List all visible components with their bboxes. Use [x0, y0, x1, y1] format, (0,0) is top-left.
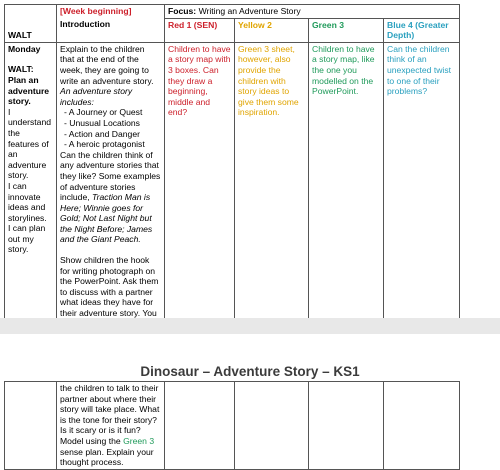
introduction-cell — [57, 42, 165, 341]
introduction-header — [57, 18, 165, 42]
intro-paragraph-2: Can the children think of any adventure stories that they like? Some examples of adventure stories include, — [60, 149, 161, 203]
yellow-cell — [235, 42, 309, 341]
list-item: - A Journey or Quest — [64, 107, 143, 118]
introduction-cell-continued — [57, 382, 165, 470]
lesson-plan-table — [4, 4, 460, 342]
focus-cell — [165, 5, 460, 19]
intro-paragraph-1: Explain to the children that at the end of the week, they are going to write an adventure story. — [60, 43, 154, 86]
red-task: Children to have a story map with 3 boxes. Can they draw a beginning, middle and end? — [168, 43, 231, 118]
red-header — [165, 18, 235, 42]
intro-paragraph-2-italic: Traction Man is Here; Winnie goes for Gold; Not Last Night but the Night Before; James and the Giant Peach. — [60, 192, 153, 245]
list-item: - A heroic protagonist — [64, 139, 145, 150]
intro-continued-b: sense plan. Explain your thought process. — [60, 446, 154, 468]
column-header-row — [5, 18, 460, 42]
walt-cell-continued — [5, 382, 57, 470]
focus-label: Focus: — [168, 6, 197, 16]
green-header-text: Green 3 — [312, 19, 345, 30]
page-break — [0, 318, 500, 334]
yellow-header — [235, 18, 309, 42]
intro-paragraph-3: Show children the hook for writing photograph on the PowerPoint. Ask them to discuss with a partner what ideas they have for their adventure story. You — [60, 255, 159, 319]
walt-objective: WALT: Plan an adventure story. — [8, 64, 50, 107]
blue-cell — [384, 42, 460, 341]
yellow-header-text: Yellow 2 — [238, 19, 272, 30]
list-item: - Unusual Locations — [64, 117, 140, 128]
list-item: - Action and Danger — [64, 128, 140, 139]
week-beginning-cell — [57, 5, 165, 19]
walt-header — [5, 5, 57, 43]
red-cell-continued — [165, 382, 235, 470]
blue-header-text: Blue 4 (Greater Depth) — [387, 19, 449, 41]
green-cell — [309, 42, 384, 341]
intro-continued-green: Green 3 — [123, 435, 155, 446]
walt-header-text: WALT — [8, 30, 32, 41]
green-cell-continued — [309, 382, 384, 470]
walt-cell — [5, 42, 57, 341]
introduction-header-text: Introduction — [60, 19, 111, 30]
blue-task: Can the children think of an unexpected twist to one of their problems? — [387, 43, 452, 97]
walt-line-2: I can innovate ideas and storylines. — [8, 180, 47, 223]
monday-row-continued — [5, 382, 460, 470]
walt-line-3: I can plan out my story. — [8, 223, 46, 255]
green-task: Children to have a story map, like the one you modelled on the PowerPoint. — [312, 43, 375, 97]
green-header — [309, 18, 384, 42]
red-cell — [165, 42, 235, 341]
blue-cell-continued — [384, 382, 460, 470]
red-header-text: Red 1 (SEN) — [168, 19, 218, 30]
lesson-plan-table-continued — [4, 381, 460, 470]
focus-value: Writing an Adventure Story — [198, 6, 301, 16]
yellow-task: Green 3 sheet, however, also provide the children with story ideas to give them some inspiration. — [238, 43, 299, 118]
document-title: Dinosaur – Adventure Story – KS1 — [140, 364, 360, 379]
intro-paragraph-1-italic: An adventure story includes: — [60, 86, 133, 107]
monday-row — [5, 42, 460, 341]
day-label: Monday — [8, 43, 41, 54]
week-beginning-text: [Week beginning] — [60, 6, 132, 16]
yellow-cell-continued — [235, 382, 309, 470]
adventure-features-list — [60, 107, 161, 149]
walt-line-1: I understand the features of an adventure story. — [8, 106, 52, 181]
blue-header — [384, 18, 460, 42]
week-row — [5, 5, 460, 19]
intro-continued-a: the children to talk to their partner about where their story will take place. What is the tone for their story? Is it scary or is it fun? Model using the — [60, 383, 160, 446]
